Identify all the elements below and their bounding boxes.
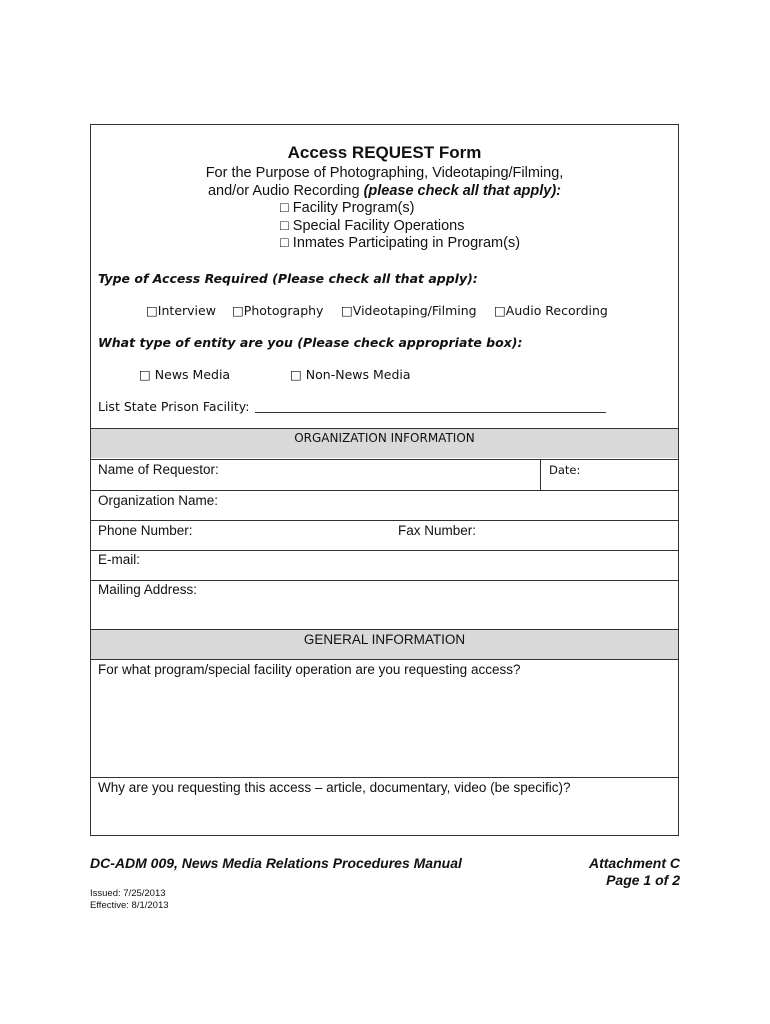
divider [91,459,678,460]
program-question: For what program/special facility operation are you requesting access? [98,662,521,677]
issued-date: Issued: 7/25/2013 [90,888,166,899]
access-option-photography[interactable]: □Photography [232,303,324,318]
manual-title: DC-ADM 009, News Media Relations Procedures Manual [90,855,462,871]
subtitle-plain: and/or Audio Recording [207,183,364,199]
entity-option-news-media[interactable]: □ News Media [139,367,231,382]
entity-type-label: What type of entity are you (Please check appropriate box): [98,335,523,350]
divider [91,520,678,521]
purpose-option-special-operations[interactable]: □ Special Facility Operations [280,218,465,234]
page-number: Page 1 of 2 [606,872,680,888]
reason-question: Why are you requesting this access – article, documentary, video (be specific)? [98,780,571,795]
purpose-option-inmates[interactable]: □ Inmates Participating in Program(s) [280,235,521,251]
divider [91,490,678,491]
date-label: Date: [549,463,581,477]
divider [91,580,678,581]
form-subtitle-line1: For the Purpose of Photographing, Videotaping/Filming, [205,165,564,181]
access-option-interview[interactable]: □Interview [146,303,216,318]
divider [91,777,678,778]
divider [91,659,678,660]
form-subtitle-line2 [90,183,679,199]
effective-date: Effective: 8/1/2013 [90,900,169,911]
date-divider [540,459,541,490]
prison-facility-label: List State Prison Facility: [98,399,250,414]
email-label: E-mail: [98,552,141,567]
form-title: Access REQUEST Form [287,143,482,162]
access-option-videotaping[interactable]: □Videotaping/Filming [341,303,477,318]
attachment-label: Attachment C [588,855,680,871]
purpose-option-facility-program[interactable]: □ Facility Program(s) [280,200,415,216]
org-info-header: ORGANIZATION INFORMATION [294,431,475,445]
entity-option-non-news-media[interactable]: □ Non-News Media [290,367,411,382]
subtitle-emphasis: (please check all that apply): [363,183,561,199]
phone-label: Phone Number: [98,523,193,538]
general-info-header: GENERAL INFORMATION [303,632,466,647]
requestor-label: Name of Requestor: [98,462,219,477]
prison-facility-input[interactable] [255,412,606,413]
org-name-label: Organization Name: [98,493,219,508]
access-option-audio[interactable]: □Audio Recording [494,303,608,318]
access-type-label: Type of Access Required (Please check all that apply): [98,271,478,286]
fax-label: Fax Number: [398,523,477,538]
mailing-address-label: Mailing Address: [98,582,198,597]
divider [91,550,678,551]
